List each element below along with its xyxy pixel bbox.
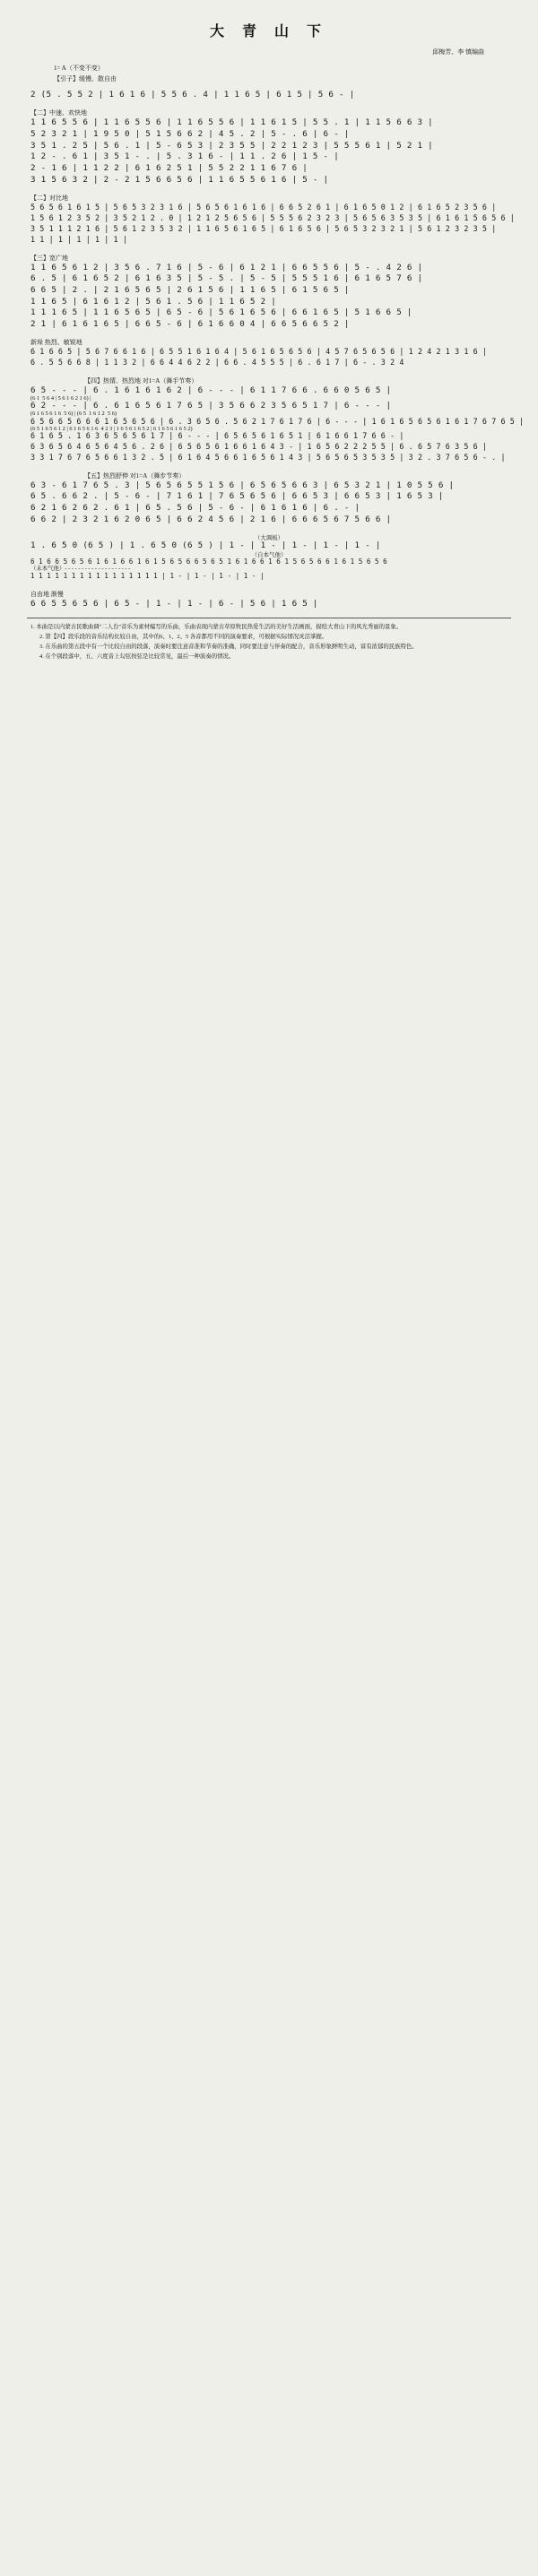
score-metadata (54, 63, 538, 85)
notation-line: 6 . 5 5 6 6 8 | 1 1 3 2 | 6 6 4 4 6 2 2 | 6 6 . 4 5 5 5 | 6 . 6 1 7 | 6 - . 3 2 4 (30, 358, 404, 367)
notation-line: 6 . 5 | 6 1 6 5 2 | 6 1 6 3 5 | 5 - 5 . | 5 - 5 | 5 5 5 1 6 | 6 1 6 5 7 6 | (30, 273, 423, 284)
notes-item: 1. 本曲是以内蒙古民歌曲调"二人台"音乐为素材编写的乐曲，乐曲表现内蒙古草原牧民热爱生活的美好生活画面，描绘大青山下的风光秀丽的景象。 (30, 624, 403, 631)
notation-line: 5 2 3 2 1 | 1 9 5 0 | 5 1 5 6 6 2 | 4 5 . 2 | 5 - . 6 | 6 - | (30, 129, 350, 139)
notation-line: 5 6 5 6 1 6 1 5 | 5 6 5 3 2 3 1 6 | 5 6 5 6 1 6 1 6 | 6 6 5 2 6 1 | 6 1 6 5 0 1 2 | 6 1 6 5 2 3 5 6 | (30, 203, 497, 212)
notation-line: 6 5 . 6 6 2 . | 5 - 6 - | 7 1 6 1 | 7 6 5 6 5 6 | 6 6 5 3 | 6 6 5 3 | 1 6 5 3 | (30, 491, 444, 502)
ossia-line: (6 1 6 5 6 1 6 5 6) | (6 5 1 6 1 2 5 6) (30, 411, 117, 418)
section-label: 新垛 热烈、敏锐地 (30, 339, 82, 347)
score-system (30, 541, 508, 579)
notes-item: 4. 在个别段落中，五、六度音上勾弦按弦是比较常见，最后一种演奏的情况。 (39, 653, 235, 661)
notation-line: 2 - 1 6 | 1 1 2 2 | 6 1 6 2 5 1 | 5 5 2 2 1 1 6 7 6 | (30, 162, 308, 173)
score-system (30, 203, 515, 244)
notation-line: 6 6 2 | 2 3 2 1 6 2 0 6 5 | 6 6 2 4 5 6 | 2 1 6 | 6 6 6 5 6 7 5 6 6 | (30, 514, 392, 524)
notation-line: 6 1 6 6 5 | 5 6 7 6 6 1 6 | 6 5 5 1 6 1 6 4 | 5 6 1 6 5 6 5 6 | 4 5 7 6 5 6 5 6 | 1 2 4 2 1 3 1 6 | (30, 347, 488, 357)
page-title: 大 青 山 下 (209, 24, 328, 39)
notation-line: 1 1 1 6 5 | 1 1 6 5 6 5 | 6 5 - 6 | 5 6 1 6 5 6 | 6 6 1 6 5 | 5 1 6 6 5 | (30, 307, 412, 318)
notation-line: 3 5 1 . 2 5 | 5 6 . 1 | 5 - 6 5 3 | 2 3 5 5 | 2 2 1 2 3 | 5 5 5 6 1 | 5 2 1 | (30, 140, 434, 151)
composer-credits: 邱梅芳、李 慎编曲 (432, 48, 484, 56)
score-system (30, 348, 508, 367)
notation-line: 1 . 6 5 0 (6 5 ) | 1 . 6 5 0 (6 5 ) | 1 - | 1 - | 1 - | 1 - | 1 - | (30, 540, 381, 551)
notation-line: 6 5 6 6 5 6 6 6 1 6 5 6 5 6 | 6 . 3 6 5 6 . 5 6 2 1 7 6 1 7 6 | 6 - - - | 1 6 1 6 5 6 5 6 1 6 1 7 6 7 6 5 | (30, 416, 525, 426)
expression-marking: 【引子】缓慢、散自由 (54, 75, 117, 83)
tempo-key-marking: 1= A（不变不变） (54, 64, 104, 72)
score-system (30, 481, 508, 524)
notation-line: 1 1 6 5 | 6 1 6 1 2 | 5 6 1 . 5 6 | 1 1 6 5 2 | (30, 296, 277, 307)
notation-line: 1 5 6 1 2 3 5 2 | 3 5 2 1 2 . 0 | 1 2 1 2 5 6 5 6 | 5 5 5 6 2 3 2 3 | 5 6 5 6 3 5 3 5 | 6 1 6 1 5 6 5 6 | (30, 213, 515, 223)
notation-line: 6 6 5 5 6 5 6 | 6 5 - | 1 - | 1 - | 6 - | 5 6 | 1 6 5 | (30, 598, 318, 609)
notes-item: 2. 第【四】段乐段的音乐结构比较自由，其中的6、1、2、5 各音都用不同的演奏要求，可根据实际情况灵活掌握。 (39, 634, 328, 641)
section-label: 【二】中速、欢快地 (30, 109, 87, 117)
score-system (30, 600, 508, 609)
notation-line: 1 1 6 5 5 6 | 1 1 6 5 5 6 | 1 1 6 5 5 6 | 1 1 6 1 5 | 5 5 . 1 | 1 1 5 6 6 3 | (30, 117, 434, 128)
notation-line: 3 1 5 6 3 2 | 2 - 2 1 5 6 6 5 6 | 1 1 6 5 5 6 1 6 | 5 - | (30, 174, 329, 185)
notation-line: 1 1 1 1 1 1 1 1 1 1 1 1 1 1 1 1 | 1 - | 1 - | 1 - | 1 - | (30, 571, 265, 580)
notation-line: 2 1 | 6 1 6 1 6 5 | 6 6 5 - 6 | 6 1 6 6 0 4 | 6 6 5 6 6 5 2 | (30, 318, 350, 329)
notation-line: 6 2 - - - | 6 . 6 1 6 5 6 1 7 6 5 | 3 5 6 6 2 3 5 6 5 1 7 | 6 - - - | (30, 401, 392, 411)
section-label: 自由地 渐慢 (30, 590, 64, 598)
notation-line: 6 1 6 5 . 1 6 3 6 5 6 5 6 1 7 | 6 - - - | 6 5 6 5 6 1 6 5 1 | 6 1 6 6 1 7 6 6 - | (30, 431, 404, 441)
notation-line: 1 1 | 1 | 1 | 1 | 1 | (30, 234, 127, 244)
performance-mark: （未本气他）- - - - - - - - - - - - - - - - - - - - (30, 565, 131, 572)
section-label: 【三】宽广地 (30, 254, 68, 262)
notation-line: 6 1 6 6 5 6 5 6 1 6 1 6 6 1 6 1 5 6 5 6 6 5 6 5 1 6 1 6 6 1 6 1 5 6 5 6 6 1 6 1 5 6 5 6 (30, 558, 387, 566)
score-system (30, 385, 525, 462)
score-system (30, 91, 508, 99)
notation-line: 2 (5 . 5 5 2 | 1 6 1 6 | 5 5 6 . 4 | 1 1 6 5 | 6 1 5 | 5 6 - | (30, 89, 355, 99)
notation-line: 1 1 6 5 6 1 2 | 3 5 6 . 7 1 6 | 5 - 6 | 6 1 2 1 | 6 6 5 5 6 | 5 - . 4 2 6 | (30, 262, 423, 272)
notation-line: 6 3 6 5 6 4 6 5 6 4 5 6 . 2 6 | 6 5 6 5 6 1 6 6 1 6 4 3 - | 1 6 5 6 2 2 2 5 5 | 6 . 6 5 7 6 3 5 6 | (30, 442, 488, 452)
performance-mark: （自本气他） (251, 552, 287, 558)
notation-line: 1 2 - . 6 1 | 3 5 1 - . | 5 . 3 1 6 - | 1 1 . 2 6 | 1 5 - | (30, 151, 340, 162)
section-label: （大调板） (254, 535, 284, 542)
section-label: 【五】热烈舒伸 对1=A（舞步节奏） (84, 471, 186, 480)
score-system (30, 264, 508, 329)
notation-line: 6 5 - - - | 6 . 1 6 1 6 1 6 2 | 6 - - - | 6 1 1 7 6 6 . 6 6 0 5 6 5 | (30, 385, 392, 396)
section-label: 【二】对比地 (30, 194, 68, 203)
notes-item: 3. 在乐曲的第五段中有一个比较自由的段落，演奏时要注意音准和节奏的准确，同时要注意与伴奏的配合，音乐形象鲜明生动，富有浓郁的民族特色。 (39, 644, 418, 651)
notation-line: 6 2 1 6 2 6 2 . 6 1 | 6 5 . 5 6 | 5 - 6 - | 6 1 6 1 6 | 6 . - | (30, 503, 360, 514)
notation-line: 3 5 1 1 1 2 1 6 | 5 6 1 2 3 5 3 2 | 1 1 6 5 6 1 6 5 | 6 1 6 5 6 | 5 6 5 3 2 3 2 1 | 5 6 1 2 3 2 3 5 | (30, 223, 497, 233)
ossia-line: (6 5 1 6 5 6 1 2 | 6 1 6 5 6 1 6 4 2 3 | 1 6 5 6 1 6 5 2 | 6 1 6 5 6 1 6 5 2) (30, 425, 193, 432)
ossia-line: (6 1 5 6 4 | 5 6 1 6 2 1 6) | (30, 394, 91, 402)
notation-line: 6 3 - 6 1 7 6 5 . 3 | 5 6 5 6 5 5 1 5 6 | 6 5 6 5 6 6 3 | 6 5 3 2 1 | 1 0 5 5 6 | (30, 480, 455, 490)
section-label: 【四】热情、热烈地 对1=A（舞手节奏） (84, 377, 198, 385)
performance-notes (30, 623, 508, 661)
notation-line: 3 3 1 7 6 7 6 5 6 6 1 3 2 . 5 | 6 1 6 4 5 6 6 1 6 5 6 1 4 3 | 5 6 5 6 5 3 5 3 5 | 3 2 . 3 7 6 5 6 - . | (30, 452, 506, 462)
score-system (30, 118, 508, 184)
music-score (30, 89, 525, 609)
notation-line: 6 6 5 | 2 . | 2 1 6 5 6 5 | 2 6 1 5 6 | 1 1 6 5 | 6 1 5 6 5 | (30, 284, 350, 295)
